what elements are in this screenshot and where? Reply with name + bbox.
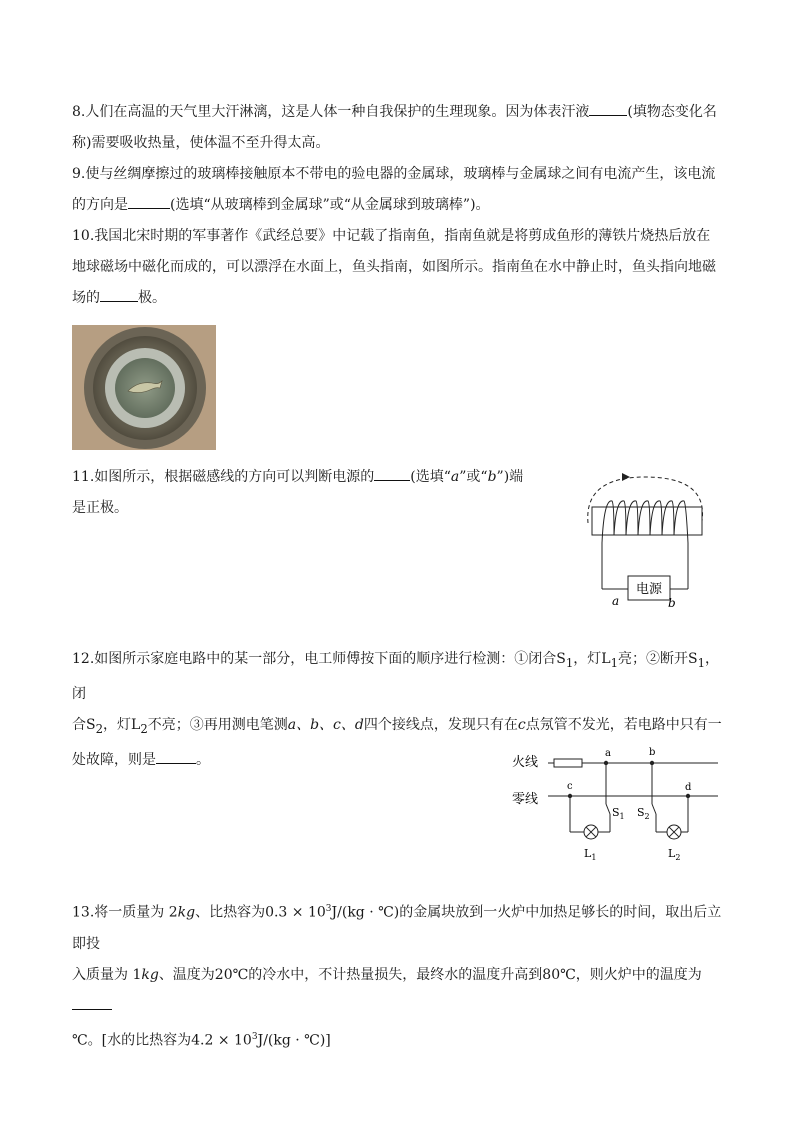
l2-label: $L_2$: [668, 847, 681, 862]
compass-fish-photo: [72, 325, 216, 450]
q9-line2: 的方向是 (选填“从玻璃棒到金属球”或“从金属球到玻璃棒”)。: [72, 190, 722, 221]
answer-blank: [128, 192, 170, 209]
l1-label: $L_1$: [584, 847, 597, 862]
q13-line1: 13.将一质量为 2kg、比热容为$0.3 \times 10^3J/(kg$ · ℃)的金属块放到一火炉中加热足够长的时间，取出后立即投: [72, 904, 722, 952]
terminal-b-label: b: [668, 596, 676, 610]
field-arrow-icon: [622, 473, 630, 481]
q10-line3: 场的 极。: [72, 283, 722, 314]
q12-line1: 12.如图所示家庭电路中的某一部分，电工师傅按下面的顺序进行检测：①闭合$S_1$，灯$L_1$亮；②断开$S_1$，闭: [72, 651, 720, 702]
q10-line1: 10.我国北宋时期的军事著作《武经总要》中记载了指南鱼，指南鱼就是将剪成鱼形的薄铁片烧热后放在: [72, 228, 711, 244]
q11-line2: 是正极。: [72, 500, 128, 516]
q13-line3: ℃。[水的比热容为$4.2 \times 10^3J/(kg$ · ℃)]: [72, 1031, 331, 1049]
answer-blank: [156, 747, 196, 764]
node-a-label: a: [605, 748, 611, 759]
magnetic-field-line: [588, 477, 703, 523]
s1-label: $S_1$: [612, 806, 625, 821]
node-c-label: c: [567, 781, 573, 792]
neutral-wire-label: 零线: [512, 792, 539, 807]
question-10: [72, 221, 722, 314]
question-13: [72, 894, 722, 1056]
fuse: [554, 759, 582, 767]
answer-blank: [72, 993, 112, 1010]
switch-s1: [606, 804, 610, 814]
q12-line3: 处故障，则是 。: [72, 745, 722, 776]
answer-blank: [374, 464, 410, 481]
q10-line2: 地球磁场中磁化而成的，可以漂浮在水面上，鱼头指南，如图所示。指南鱼在水中静止时，鱼头指向地磁: [72, 259, 716, 275]
node-b-label: b: [649, 747, 656, 758]
household-circuit-diagram: [508, 742, 722, 866]
q9-line1: 9.使与丝绸摩擦过的玻璃棒接触原本不带电的验电器的金属球，玻璃棒与金属球之间有电流产生，该电流: [72, 166, 716, 182]
s2-label: $S_2$: [637, 806, 650, 821]
question-8: [72, 97, 722, 159]
terminal-a-label: a: [612, 594, 620, 608]
live-wire-label: 火线: [512, 755, 539, 770]
answer-blank: [589, 99, 627, 116]
q12-line2: 合$S_2$，灯$L_2$不亮；③再用测电笔测a、b、c、d四个接线点，发现只有在c点氖管不发光，若电路中只有一: [72, 716, 722, 736]
q8-line1: 8.人们在高温的天气里大汗淋漓，这是人体一种自我保护的生理现象。因为体表汗液 (填物态变化名: [72, 97, 722, 128]
q13-line2: 入质量为 1kg、温度为20℃的冷水中，不计热量损失，最终水的温度升高到80℃，则火炉中的温度为: [72, 960, 722, 1022]
switch-s2: [652, 804, 656, 814]
node-d-label: d: [685, 782, 692, 793]
solenoid-diagram: [570, 465, 720, 615]
power-label: 电源: [635, 582, 663, 597]
question-9: [72, 159, 722, 221]
question-11: [72, 462, 572, 524]
answer-blank: [100, 285, 138, 302]
q11-line1: 11.如图所示，根据磁感线的方向可以判断电源的 (选填“a”或“b”)端: [72, 462, 572, 493]
q8-line2: 称)需要吸收热量，使体温不至升得太高。: [72, 135, 330, 151]
